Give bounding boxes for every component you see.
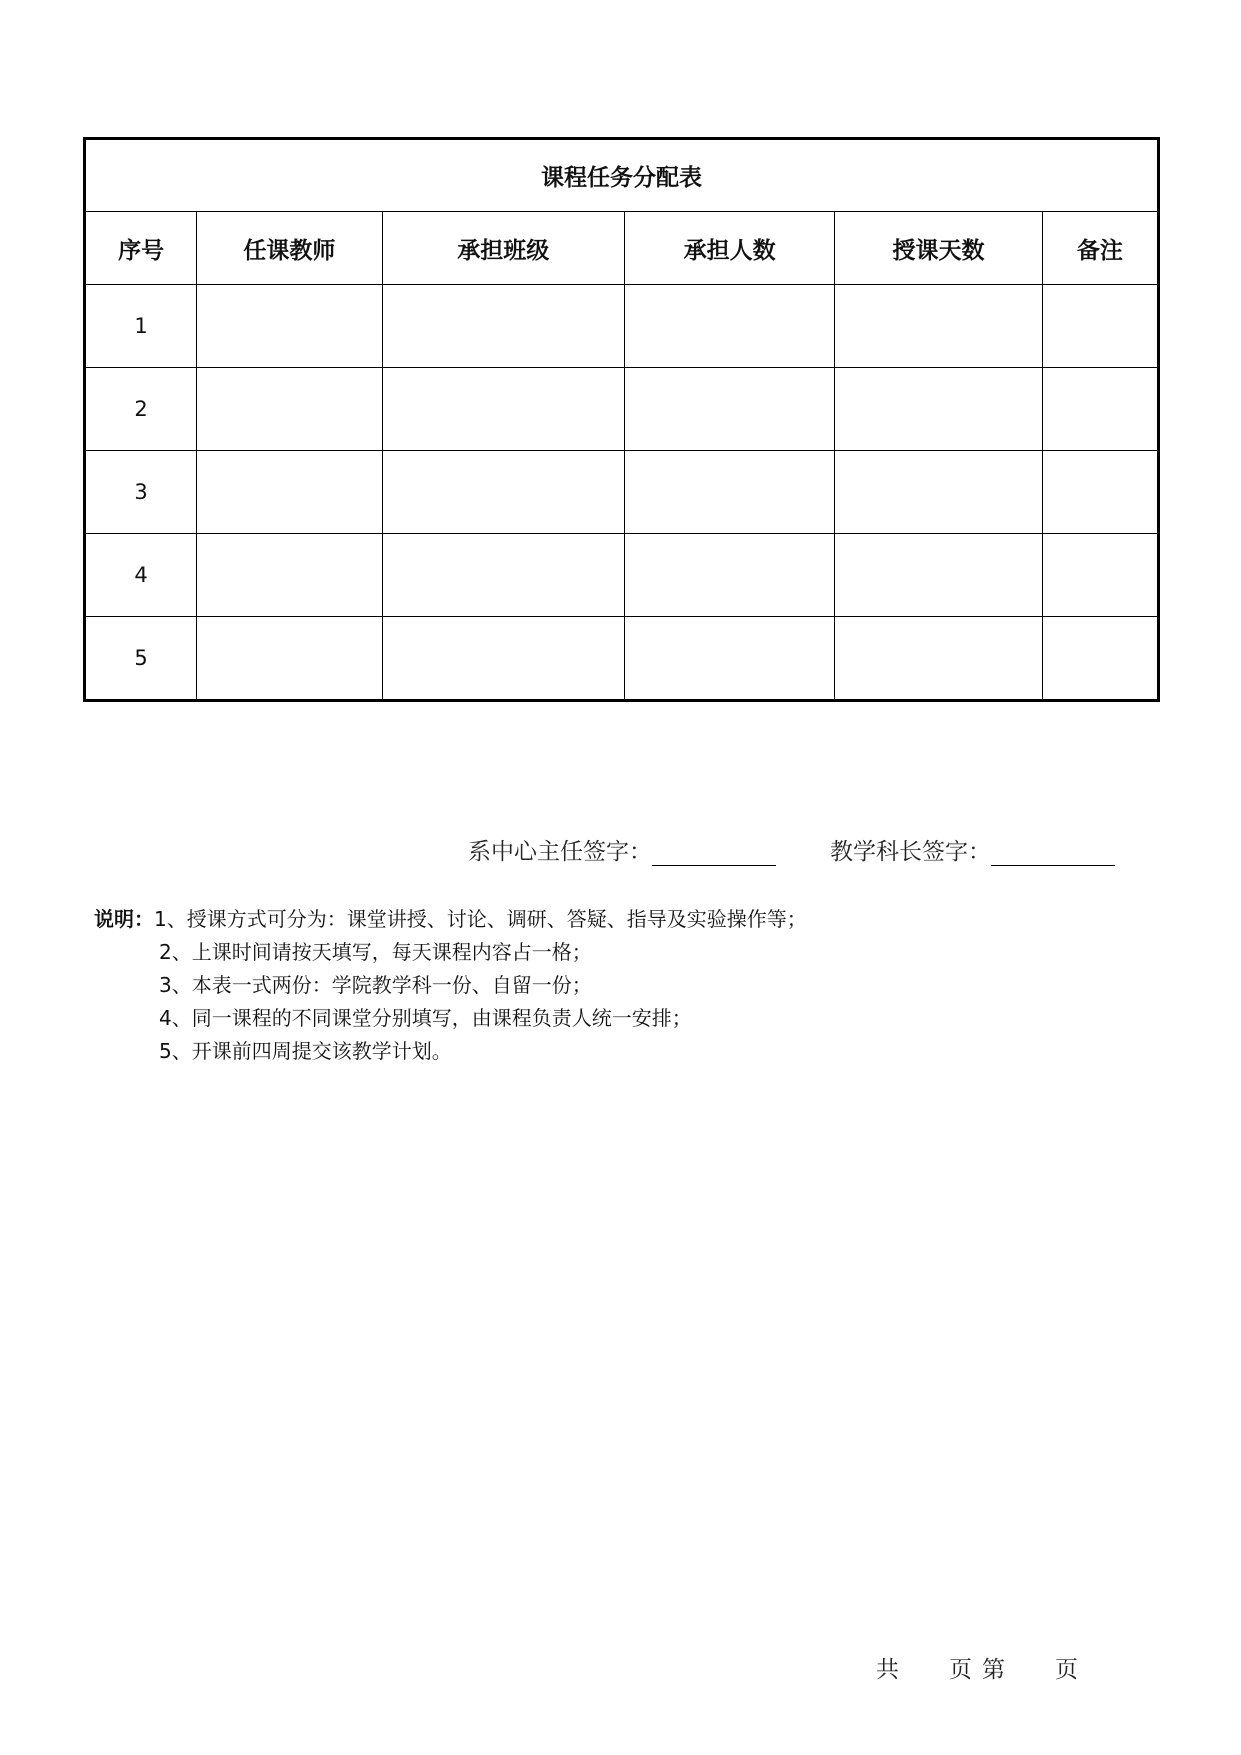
- teaching-days-cell[interactable]: [835, 368, 1042, 451]
- page-footer: [876, 1651, 1078, 1684]
- footer-ordinal-label: 第: [982, 1657, 1005, 1683]
- student-count-cell[interactable]: [624, 368, 834, 451]
- note-item: 3、本表一式两份：学院教学科一份、自留一份；: [159, 973, 592, 997]
- department-head-signature-line[interactable]: [652, 839, 776, 866]
- teaching-chief-signature-line[interactable]: [991, 839, 1115, 866]
- department-head-label: 系中心主任签字：: [468, 839, 652, 865]
- teacher-cell[interactable]: [197, 285, 382, 368]
- header-remarks: 备注: [1042, 212, 1158, 285]
- row-index: 5: [85, 617, 197, 701]
- remarks-cell[interactable]: [1042, 534, 1158, 617]
- table-row: [85, 451, 1159, 534]
- teaching-days-cell[interactable]: [835, 617, 1042, 701]
- teacher-cell[interactable]: [197, 451, 382, 534]
- class-cell[interactable]: [382, 617, 624, 701]
- remarks-cell[interactable]: [1042, 451, 1158, 534]
- teaching-chief-label: 教学科长签字：: [830, 839, 991, 865]
- footer-total-label: 共: [876, 1657, 899, 1683]
- note-item: 1、授课方式可分为：课堂讲授、讨论、调研、答疑、指导及实验操作等；: [154, 907, 807, 931]
- notes-label: 说明：: [94, 907, 154, 931]
- header-teacher: 任课教师: [197, 212, 382, 285]
- student-count-cell[interactable]: [624, 285, 834, 368]
- teacher-cell[interactable]: [197, 368, 382, 451]
- teaching-days-cell[interactable]: [835, 285, 1042, 368]
- department-head-signature: [468, 833, 776, 866]
- table-row: [85, 368, 1159, 451]
- student-count-cell[interactable]: [624, 534, 834, 617]
- header-class: 承担班级: [382, 212, 624, 285]
- remarks-cell[interactable]: [1042, 617, 1158, 701]
- row-index: 1: [85, 285, 197, 368]
- remarks-cell[interactable]: [1042, 285, 1158, 368]
- class-cell[interactable]: [382, 368, 624, 451]
- class-cell[interactable]: [382, 534, 624, 617]
- footer-page-label: 页: [949, 1657, 972, 1683]
- student-count-cell[interactable]: [624, 451, 834, 534]
- teacher-cell[interactable]: [197, 617, 382, 701]
- table-title: 课程任务分配表: [85, 139, 1159, 212]
- table-row: [85, 617, 1159, 701]
- remarks-cell[interactable]: [1042, 368, 1158, 451]
- notes-section: [94, 903, 807, 1068]
- table-row: [85, 285, 1159, 368]
- teacher-cell[interactable]: [197, 534, 382, 617]
- class-cell[interactable]: [382, 285, 624, 368]
- note-item: 2、上课时间请按天填写，每天课程内容占一格；: [159, 940, 592, 964]
- table-row: [85, 534, 1159, 617]
- footer-page-label-2: 页: [1055, 1657, 1078, 1683]
- row-index: 2: [85, 368, 197, 451]
- row-index: 4: [85, 534, 197, 617]
- course-task-table: [83, 137, 1160, 702]
- header-student-count: 承担人数: [624, 212, 834, 285]
- teaching-chief-signature: [830, 833, 1115, 866]
- teaching-days-cell[interactable]: [835, 451, 1042, 534]
- teaching-days-cell[interactable]: [835, 534, 1042, 617]
- class-cell[interactable]: [382, 451, 624, 534]
- note-item: 4、同一课程的不同课堂分别填写，由课程负责人统一安排；: [159, 1006, 692, 1030]
- header-teaching-days: 授课天数: [835, 212, 1042, 285]
- header-index: 序号: [85, 212, 197, 285]
- student-count-cell[interactable]: [624, 617, 834, 701]
- note-item: 5、开课前四周提交该教学计划。: [159, 1039, 452, 1063]
- row-index: 3: [85, 451, 197, 534]
